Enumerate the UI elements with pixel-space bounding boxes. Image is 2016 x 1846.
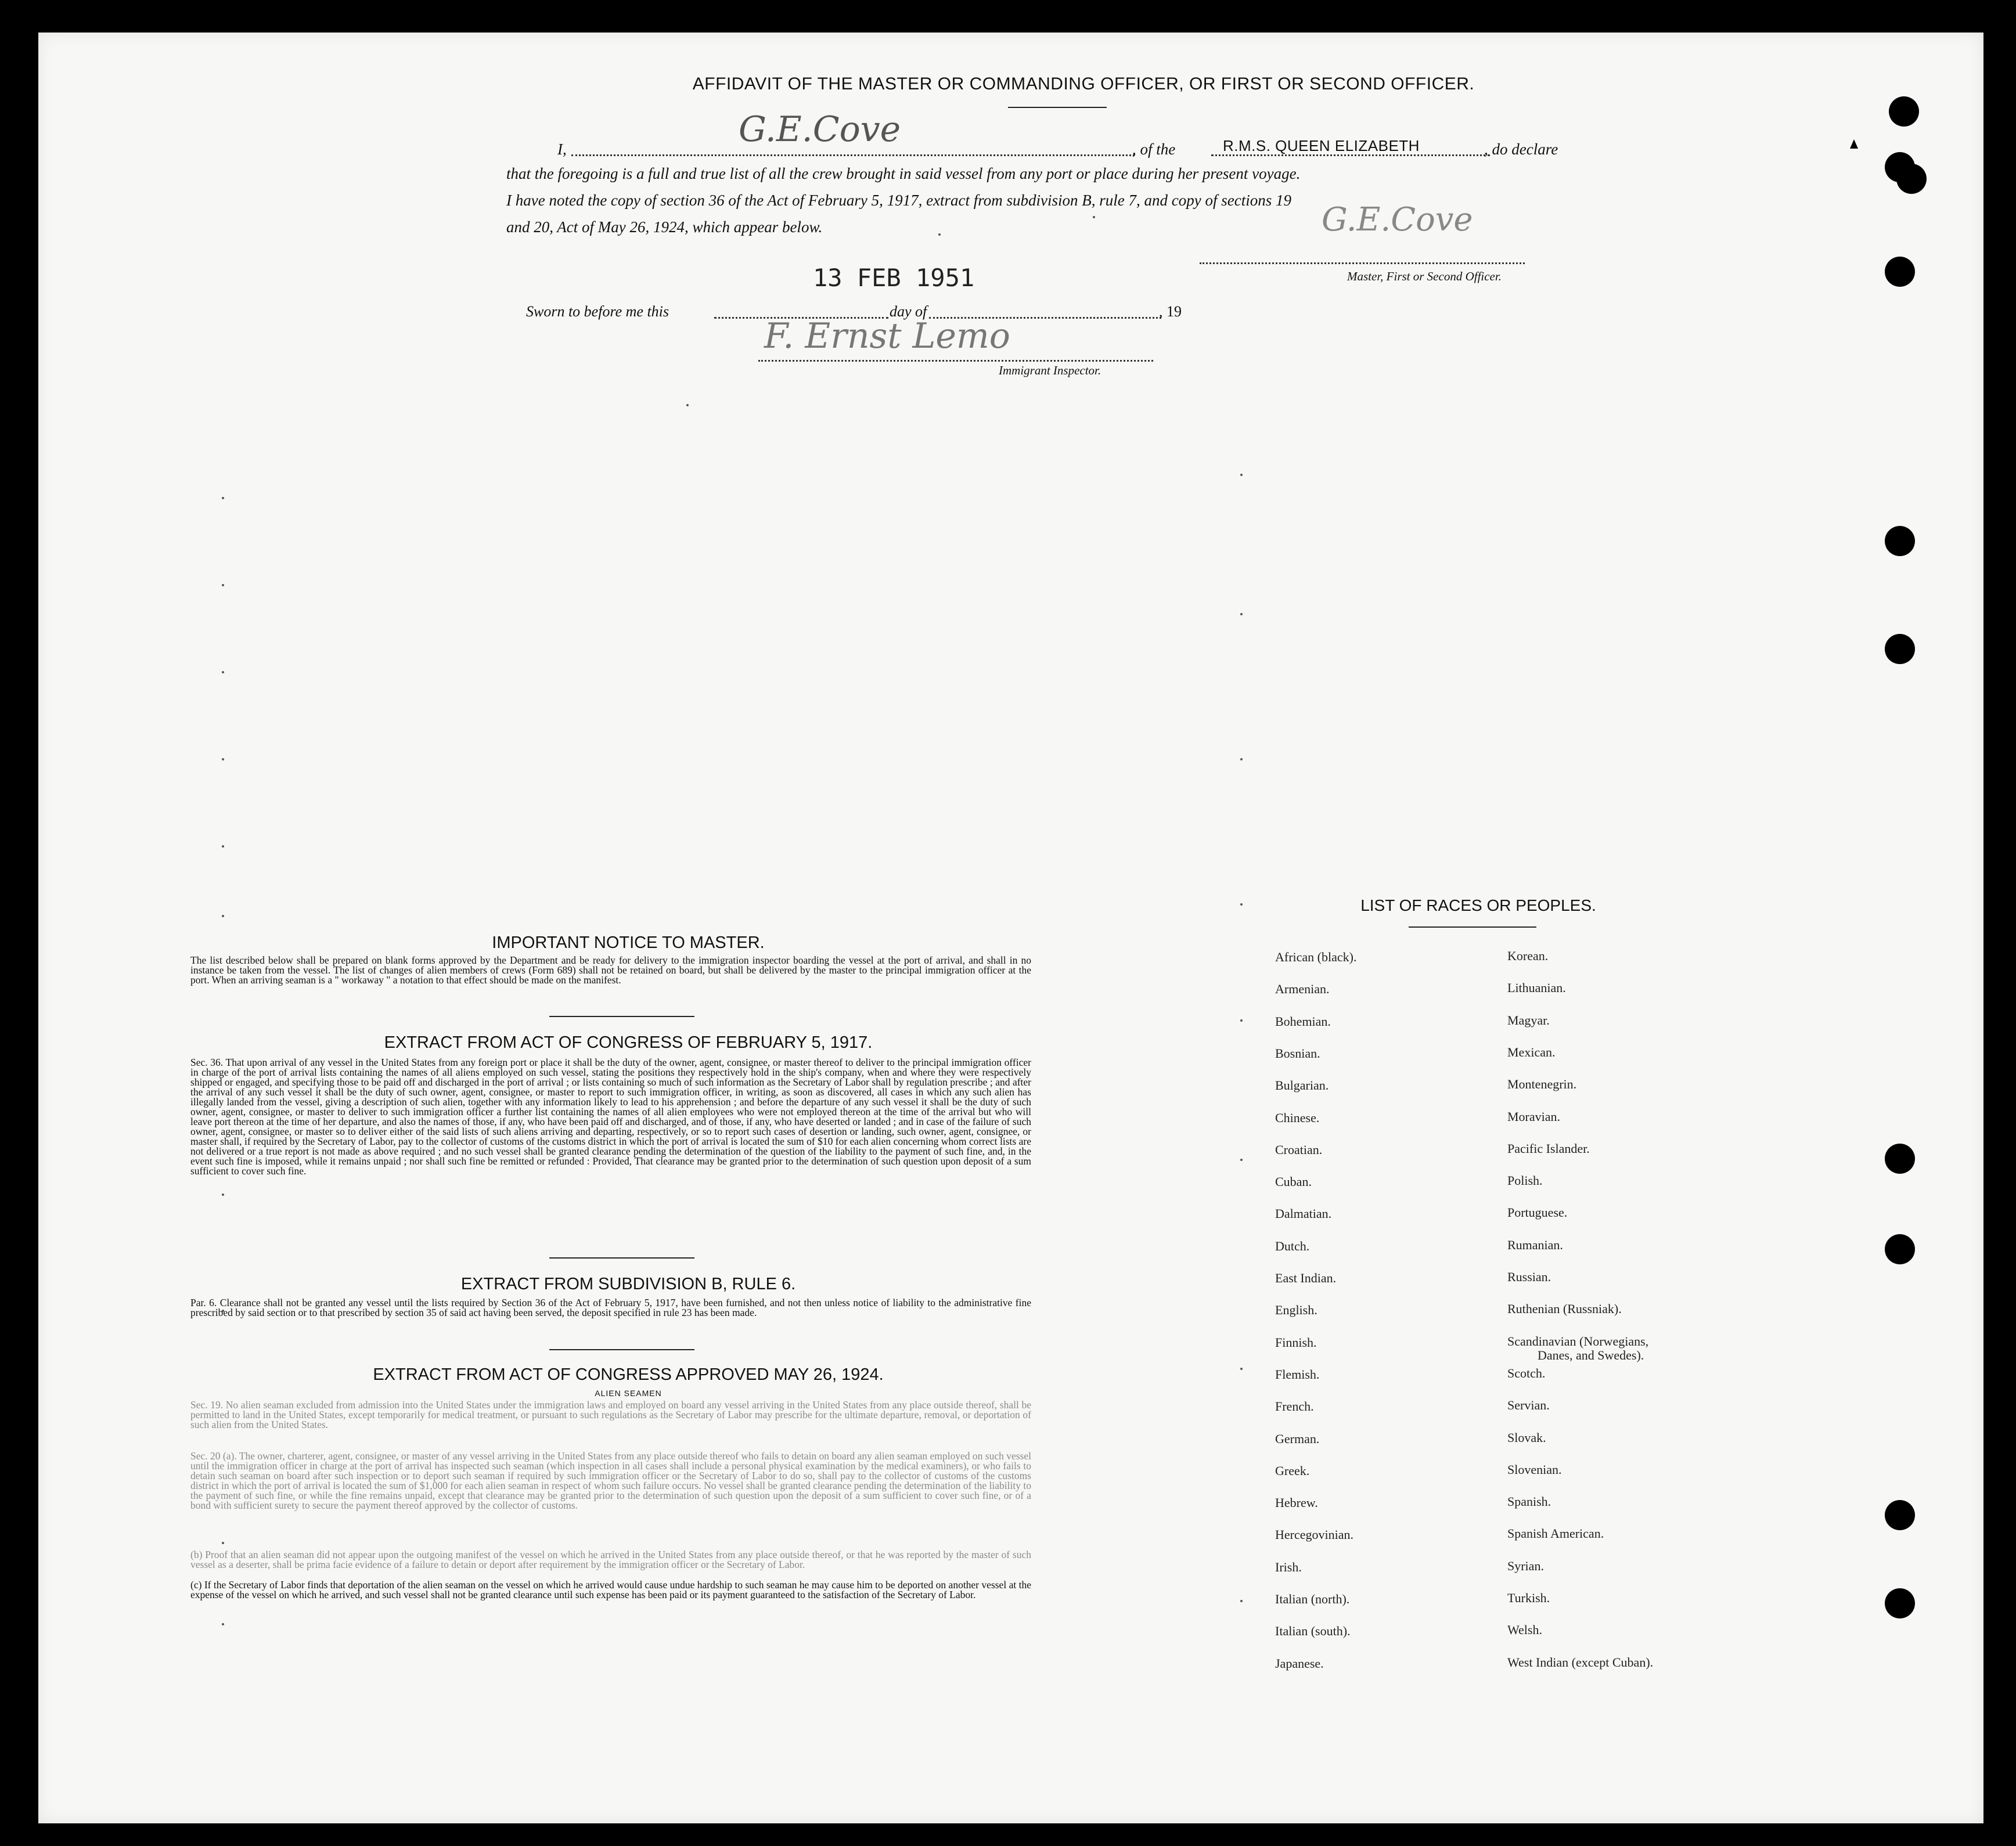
- affidavit-line-2: that the foregoing is a full and true list of all the crew brought in said vessel from any port or place during her present voyage.: [506, 165, 1301, 182]
- punch-hole: [1885, 1234, 1915, 1264]
- extract-1917-text: Sec. 36. That upon arrival of any vessel in the United States from any foreign port or place it shall be the duty of the owner, agent, consignee, or master thereof to deliver to the principal immigration officer in charge of the port of arrival lists containing the names of all aliens employed on such vessel, stating the positions they respectively hold in the ship's company, when and where they were respectively shipped or engaged, and specifying those to be paid off and discharged in the port of arrival ; or lists containing so much of such information as the Secretary of Labor shall by regulation prescribe ; and after the arrival of any such vessel it shall be the duty of such owner, agent, consignee, or master to report to such immigration officer, in writing, as soon as discovered, all cases in which any such alien has illegally landed from the vessel, giving a description of such alien, together with any information likely to lead to his apprehension ; and before the departure of any such vessel it shall be the duty of such owner, agent, consignee, or master to deliver to such immigration officer a further list containing the names of all alien employees who were not employed thereon at the time of the arrival but who will leave port thereon at the time of her departure, and also the names of those, if any, who have been paid off and discharged, and of those, if any, who have deserted or landed ; and in case of the failure of such owner, agent, consignee, or master so to deliver either of the said lists of such aliens arriving and departing, respectively, or so to report such cases of desertion or landing, such owner, agent, consignee, or master shall, if required by the Secretary of Labor, pay to the collector of customs of the customs district in which the port of arrival is located the sum of $10 for each alien concerning whom correct lists are not delivered or a true report is not made as above required ; and no such vessel shall be granted clearance pending the determination of the question of the liability to the payment of such fine, and, in the event such fine is imposed, while it remains unpaid ; nor shall such fine be remitted or refunded : Provided, That clearance may be granted prior to the determination of such question upon deposit of a sum sufficient to cover such fine.: [190, 1057, 1031, 1177]
- race-item: Japanese.: [1275, 1656, 1324, 1671]
- of-the-label: , of the: [1132, 140, 1176, 158]
- date-stamp: 13 FEB 1951: [813, 264, 975, 292]
- extract-1924-title: EXTRACT FROM ACT OF CONGRESS APPROVED MAY 26, 1924.: [373, 1365, 884, 1384]
- document-page: [38, 33, 1983, 1823]
- race-item: Scotch.: [1507, 1365, 1546, 1380]
- race-item: Flemish.: [1275, 1367, 1320, 1382]
- race-item: West Indian (except Cuban).: [1507, 1654, 1654, 1670]
- race-item: Croatian.: [1275, 1142, 1323, 1157]
- race-item: Finnish.: [1275, 1335, 1317, 1350]
- race-item: Bulgarian.: [1275, 1078, 1329, 1093]
- race-item: Welsh.: [1507, 1623, 1542, 1638]
- punch-hole: [1885, 1144, 1915, 1174]
- year-prefix: , 19: [1159, 303, 1182, 320]
- race-item: Spanish.: [1507, 1494, 1551, 1509]
- race-item: African (black).: [1275, 950, 1357, 964]
- affidavit-title: AFFIDAVIT OF THE MASTER OR COMMANDING OFFICER, OR FIRST OR SECOND OFFICER.: [692, 74, 1475, 93]
- day-of-label: day of: [890, 303, 927, 320]
- vessel-name: R.M.S. QUEEN ELIZABETH: [1223, 137, 1420, 154]
- race-item: Korean.: [1507, 949, 1549, 963]
- race-item: Cuban.: [1275, 1174, 1312, 1189]
- punch-hole: [1885, 526, 1915, 556]
- race-item: Polish.: [1507, 1173, 1543, 1188]
- alien-seamen-subtitle: ALIEN SEAMEN: [595, 1389, 662, 1398]
- sworn-label: Sworn to before me this: [526, 303, 669, 320]
- corner-arrow-icon: [1850, 139, 1858, 149]
- punch-hole: [1889, 96, 1919, 127]
- race-item: Dalmatian.: [1275, 1206, 1332, 1221]
- race-item: Italian (south).: [1275, 1624, 1351, 1639]
- race-item: Servian.: [1507, 1398, 1550, 1413]
- i-label: I,: [557, 140, 567, 158]
- race-item: Dutch.: [1275, 1238, 1310, 1253]
- race-item: Portuguese.: [1507, 1205, 1568, 1220]
- race-item: Turkish.: [1507, 1591, 1550, 1605]
- race-item: German.: [1275, 1431, 1320, 1446]
- sec-20a-text: Sec. 20 (a). The owner, charterer, agent, consignee, or master of any vessel arriving in the United States from any place outside thereof who fails to detain on board any alien seaman employed on such vessel until the immigration officer in charge at the port of arrival has inspected such seaman (which inspection in all cases shall include a personal physical examination by the medical examiners), or who fails to detain such seaman on board after such inspection or to deport such seaman if required by such immigration officer or the Secretary of Labor to do so, shall pay to the collector of customs of the customs district in which the port of arrival is located the sum of $1,000 for each alien seaman in respect of whom such failure occurs. No vessel shall be granted clearance pending the determination of the liability to the payment of such fine, or while the fine remains unpaid, except that clearance may be granted prior to the determination of such question upon the deposit of a sum sufficient to cover such fine, or of a bond with sufficient surety to secure the payment thereof approved by the collector of customs.: [190, 1450, 1031, 1511]
- punch-hole: [1885, 1500, 1915, 1530]
- race-item: Hebrew.: [1275, 1495, 1318, 1510]
- race-item: Russian.: [1507, 1270, 1551, 1284]
- race-item: Moravian.: [1507, 1109, 1561, 1124]
- race-item: Rumanian.: [1507, 1237, 1563, 1252]
- officer-signature: G.E.Cove: [739, 109, 901, 150]
- notice-text: The list described below shall be prepared on blank forms approved by the Department and be ready for delivery to the immigration inspector boarding the vessel at the port of arrival, and shall in no instance be taken from the vessel. The list of changes of alien members of crews (Form 689) shall not be retained on board, but shall be delivered by the master to the principal immigration officer at the port. When an arriving seaman is a " workaway " a notation to that effect should be made on the manifest.: [190, 954, 1031, 986]
- race-item: Hercegovinian.: [1275, 1527, 1353, 1542]
- race-item: Spanish American.: [1507, 1526, 1604, 1541]
- race-item: Slovenian.: [1507, 1462, 1562, 1477]
- race-item: Scandinavian (Norwegians,: [1507, 1333, 1649, 1349]
- race-item: East Indian.: [1275, 1271, 1337, 1285]
- inspector-caption: Immigrant Inspector.: [999, 363, 1101, 377]
- rule-6-title: EXTRACT FROM SUBDIVISION B, RULE 6.: [460, 1275, 796, 1293]
- race-item: Syrian.: [1507, 1558, 1544, 1573]
- sec-20c-text: (c) If the Secretary of Labor finds that deportation of the alien seaman on the vessel on which he arrived would cause undue hardship to such seaman he may cause him to be deported on another vessel at the expense of the vessel on which he arrived, and such vessel shall not be granted clearance until such expense has been paid or its payment guaranteed to the satisfaction of the Secretary of Labor.: [190, 1579, 1031, 1600]
- punch-hole: [1885, 1588, 1915, 1618]
- extract-1917-title: EXTRACT FROM ACT OF CONGRESS OF FEBRUARY 5, 1917.: [384, 1033, 873, 1052]
- race-item: Bosnian.: [1275, 1045, 1320, 1061]
- affidavit-line-3: I have noted the copy of section 36 of the Act of February 5, 1917, extract from subdivision B, rule 7, and copy of sections 19: [506, 192, 1291, 209]
- notice-title: IMPORTANT NOTICE TO MASTER.: [492, 933, 765, 952]
- race-item: Ruthenian (Russniak).: [1507, 1301, 1622, 1317]
- punch-hole: [1885, 257, 1915, 287]
- punch-hole: [1885, 634, 1915, 664]
- races-title: LIST OF RACES OR PEOPLES.: [1360, 896, 1596, 914]
- race-item: Montenegrin.: [1507, 1077, 1577, 1092]
- race-item: Bohemian.: [1275, 1014, 1331, 1029]
- race-item: Greek.: [1275, 1463, 1310, 1478]
- race-item: Chinese.: [1275, 1110, 1320, 1125]
- sec-20b-text: (b) Proof that an alien seaman did not appear upon the outgoing manifest of the vessel on which he arrived in the United States from any place outside thereof, or that he was reported by the master of such vessel as a deserter, shall be prima facie evidence of a failure to detain or deport after requirement by the immigration officer or the Secretary of Labor.: [190, 1549, 1031, 1570]
- race-item: French.: [1275, 1399, 1314, 1414]
- race-item: Mexican.: [1507, 1044, 1556, 1059]
- sec-19-text: Sec. 19. No alien seaman excluded from admission into the United States under the immigration laws and employed on board any vessel arriving in the United States from any place outside thereof, shall be permitted to land in the United States, except temporarily for medical treatment, or pursuant to such regulations as the Secretary of Labor may prescribe for the ultimate departure, removal, or deportation of such alien from the United States.: [190, 1399, 1031, 1430]
- affidavit-line-4: and 20, Act of May 26, 1924, which appear below.: [506, 218, 823, 236]
- rule-6-text: Par. 6. Clearance shall not be granted any vessel until the lists required by Section 36 of the Act of February 5, 1917, have been furnished, and not then unless notice of liability to the administrative fine prescribed by said section or to that prescribed by section 35 of said act having been served, the deposit specified in rule 23 has been made.: [190, 1297, 1031, 1318]
- officer-signature-2: G.E.Cove: [1322, 201, 1473, 239]
- race-item: Irish.: [1275, 1559, 1302, 1574]
- race-item: Italian (north).: [1275, 1592, 1350, 1606]
- do-declare: , do declare: [1484, 140, 1558, 158]
- race-item: Slovak.: [1507, 1430, 1546, 1445]
- race-scandinavian-cont: Danes, and Swedes).: [1538, 1348, 1644, 1362]
- race-item: Pacific Islander.: [1507, 1141, 1590, 1156]
- inspector-signature: F. Ernst Lemo: [764, 316, 1010, 356]
- race-item: Lithuanian.: [1507, 980, 1566, 996]
- punch-hole: [1896, 164, 1927, 194]
- master-caption: Master, First or Second Officer.: [1347, 269, 1502, 283]
- race-item: Magyar.: [1507, 1012, 1550, 1027]
- race-item: English.: [1275, 1303, 1317, 1318]
- race-item: Armenian.: [1275, 982, 1330, 997]
